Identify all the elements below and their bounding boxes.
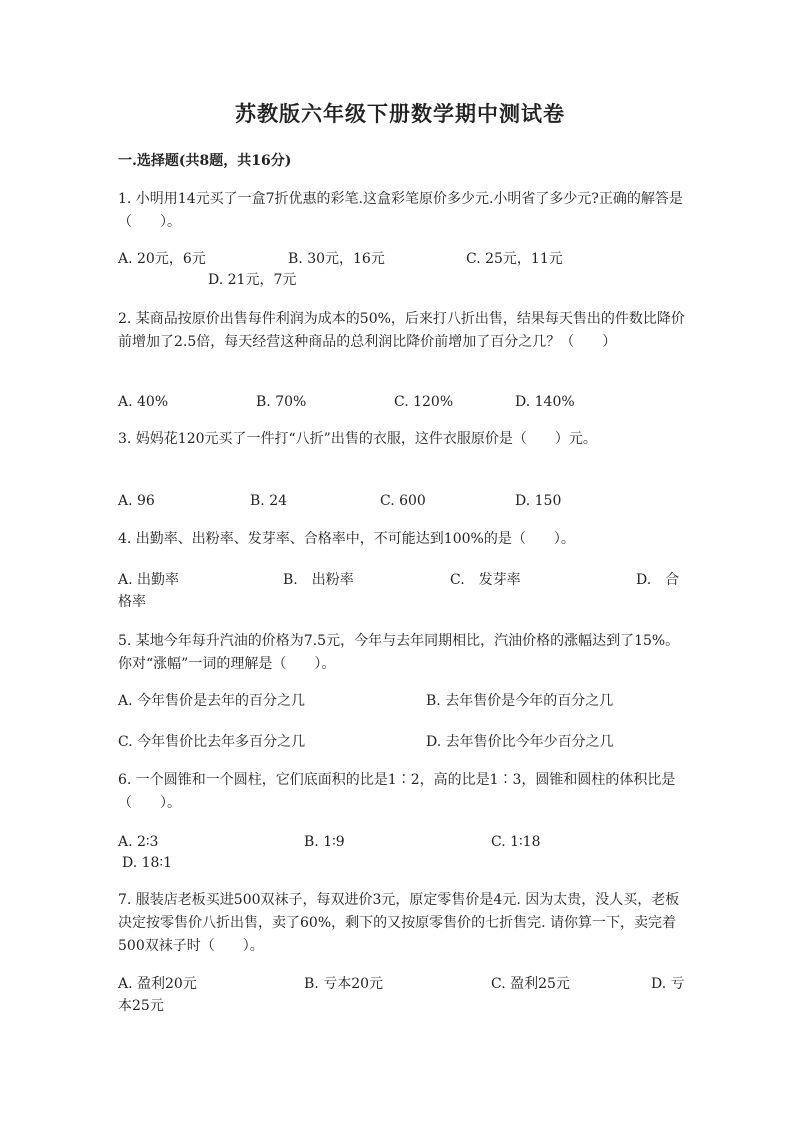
option-c[interactable]: C. 发芽率 [450,572,521,588]
options-7 [118,973,688,1023]
option-d[interactable]: D. 21元，7元 [208,272,297,288]
option-a[interactable]: A. 40% [118,394,169,410]
option-a[interactable]: A. 2∶3 [118,834,159,850]
option-d[interactable]: D. 去年售价比今年少百分之几 [426,734,614,750]
question-2: 2. 某商品按原价出售每件利润为成本的50%，后来打八折出售，结果每天售出的件数比降价前增加了2.5倍，每天经营这种商品的总利润比降价前增加了百分之几？（ ） [118,311,685,350]
option-c[interactable]: C. 盈利25元 [491,976,570,992]
option-d[interactable]: D. 150 [515,493,562,509]
question-5: 5. 某地今年每升汽油的价格为7.5元，今年与去年同期相比，汽油价格的涨幅达到了15%。你对“涨幅”一词的理解是（ ）。 [118,633,680,672]
option-b[interactable]: B. 30元，16元 [288,251,385,267]
option-b[interactable]: B. 24 [250,493,288,509]
option-b[interactable]: B. 70% [256,394,307,410]
option-b[interactable]: B. 出粉率 [283,572,354,588]
option-c[interactable]: C. 25元，11元 [466,251,563,267]
option-a[interactable]: A. 今年售价是去年的百分之几 [118,693,306,709]
option-b[interactable]: B. 亏本20元 [304,976,384,992]
options-5 [118,690,688,752]
option-d[interactable]: D. 140% [515,394,575,410]
question-1: 1. 小明用14元买了一盒7折优惠的彩笔.这盒彩笔原价多少元.小明省了多少元?正确的解答是（ ）。 [118,191,683,230]
options-4 [118,569,688,619]
question-7: 7. 服装店老板买进500双袜子，每双进价3元，原定零售价是4元. 因为太贵，没人买，老板决定按零售价八折出售，卖了60%，剩下的又按原零售价的七折售完. 请你算一下，卖完着500双袜子时（ ）。 [118,892,680,954]
option-c[interactable]: C. 1∶18 [491,834,541,850]
option-a[interactable]: A. 96 [118,493,155,509]
section-heading: 一.选择题(共8题，共16分) [118,153,292,169]
option-d[interactable]: D. 18∶1 [122,855,172,871]
option-a[interactable]: A. 出勤率 [118,572,180,588]
option-b[interactable]: B. 去年售价是今年的百分之几 [426,693,614,709]
option-c[interactable]: C. 今年售价比去年多百分之几 [118,734,306,750]
question-4: 4. 出勤率、出粉率、发芽率、合格率中，不可能达到100%的是（ ）。 [118,531,575,547]
option-a[interactable]: A. 20元，6元 [118,251,206,267]
option-d[interactable]: D. 亏本25元 [118,976,685,1014]
option-b[interactable]: B. 1∶9 [304,834,345,850]
option-d[interactable]: D. 合格率 [118,572,680,610]
question-6: 6. 一个圆锥和一个圆柱，它们底面积的比是1∶2，高的比是1∶3，圆锥和圆柱的体积比是（ ）。 [118,772,676,811]
options-6 [118,831,688,881]
option-c[interactable]: C. 120% [394,394,454,410]
question-3: 3. 妈妈花120元买了一件打“八折”出售的衣服，这件衣服原价是（ ）元。 [118,431,597,447]
options-1 [118,248,688,298]
option-a[interactable]: A. 盈利20元 [118,976,197,992]
option-c[interactable]: C. 600 [380,493,426,509]
exam-title: 苏教版六年级下册数学期中测试卷 [235,101,565,126]
